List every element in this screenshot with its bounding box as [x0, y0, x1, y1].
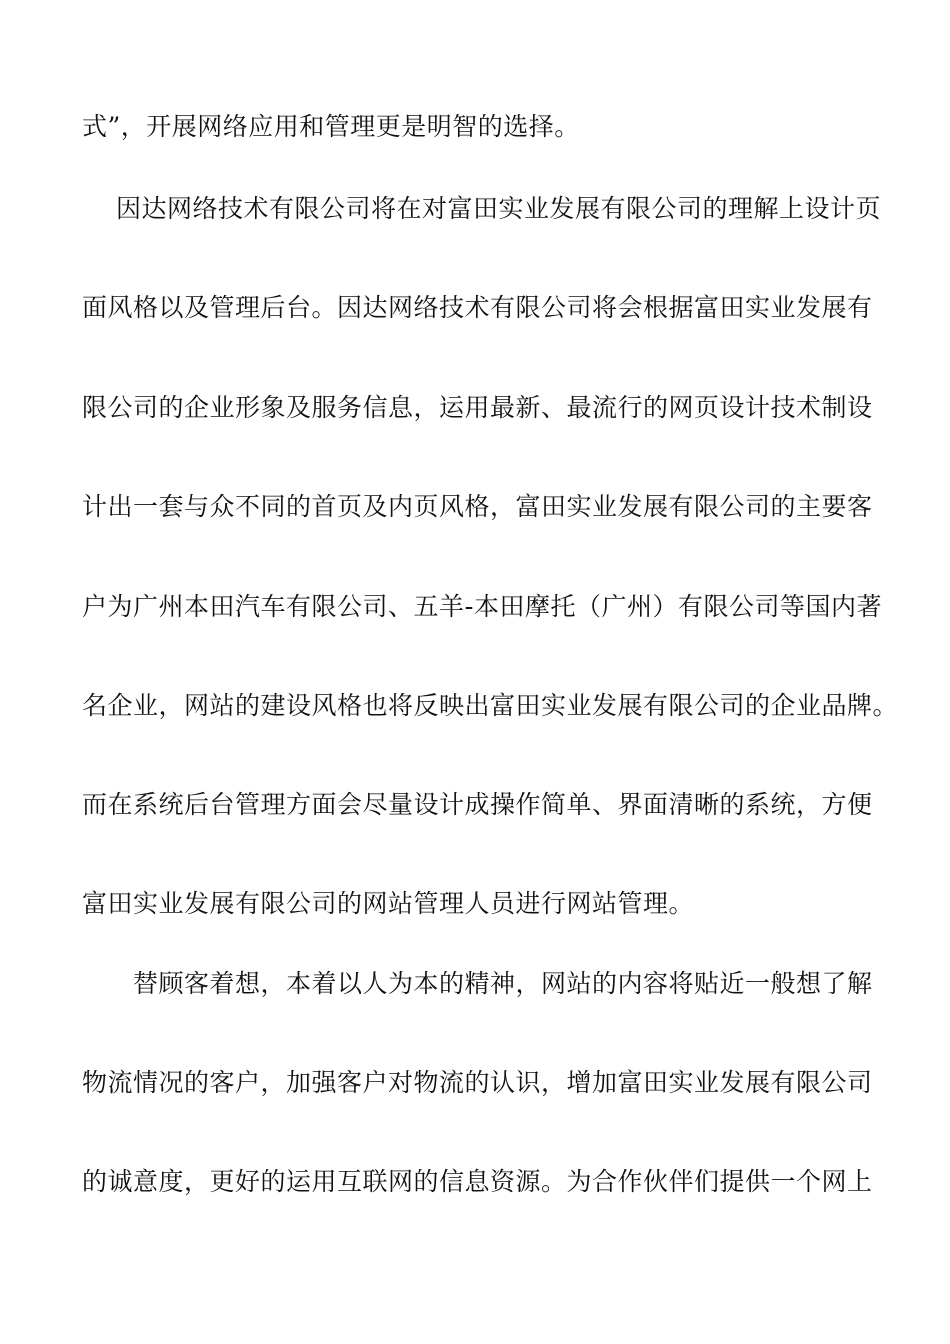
paragraph-line: 富田实业发展有限公司的网站管理人员进行网站管理。	[82, 889, 695, 918]
paragraph-line: 物流情况的客户，加强客户对物流的认识，增加富田实业发展有限公司	[82, 1068, 873, 1097]
paragraph-line: 面风格以及管理后台。因达网络技术有限公司将会根据富田实业发展有	[82, 293, 873, 322]
paragraph-line: 的诚意度，更好的运用互联网的信息资源。为合作伙伴们提供一个网上	[82, 1167, 873, 1196]
paragraph-line: 限公司的企业形象及服务信息，运用最新、最流行的网页设计技术制设	[82, 393, 873, 422]
paragraph-line: 名企业，网站的建设风格也将反映出富田实业发展有限公司的企业品牌。	[82, 691, 899, 720]
paragraph-line: 而在系统后台管理方面会尽量设计成操作简单、界面清晰的系统，方便	[82, 790, 873, 819]
paragraph-line: 计出一套与众不同的首页及内页风格，富田实业发展有限公司的主要客	[82, 492, 873, 521]
paragraph-line: 式”，开展网络应用和管理更是明智的选择。	[82, 112, 580, 141]
paragraph-line: 户为广州本田汽车有限公司、五羊-本田摩托（广州）有限公司等国内著	[82, 592, 883, 621]
paragraph-line: 因达网络技术有限公司将在对富田实业发展有限公司的理解上设计页	[116, 194, 882, 223]
paragraph-line: 替顾客着想，本着以人为本的精神，网站的内容将贴近一般想了解	[133, 969, 873, 998]
